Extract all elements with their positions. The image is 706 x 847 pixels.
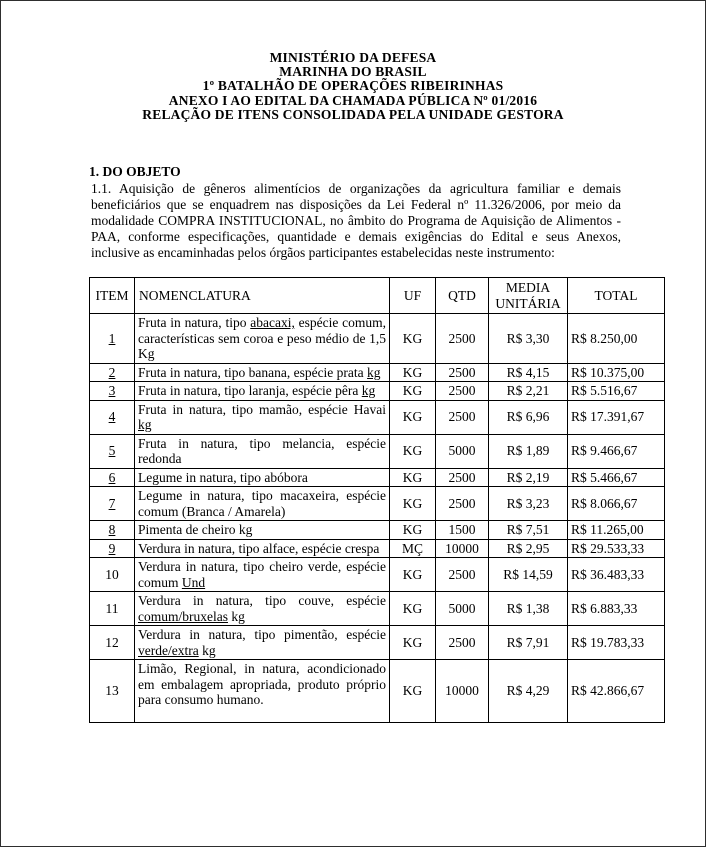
media-unitaria-cell: R$ 1,89 — [489, 434, 568, 468]
table-row — [90, 400, 665, 434]
total-cell: R$ 5.466,67 — [568, 468, 665, 487]
media-unitaria-cell: R$ 2,95 — [489, 539, 568, 558]
media-unitaria-cell: R$ 7,91 — [489, 626, 568, 660]
table-row — [90, 382, 665, 401]
column-header-total: TOTAL — [568, 278, 665, 314]
total-cell: R$ 17.391,67 — [568, 400, 665, 434]
table-row — [90, 592, 665, 626]
nomenclatura-cell: Fruta in natura, tipo banana, espécie prata kg — [135, 363, 390, 382]
media-unitaria-cell: R$ 4,29 — [489, 660, 568, 723]
column-header-qtd: QTD — [436, 278, 489, 314]
qtd-cell: 5000 — [436, 592, 489, 626]
total-cell: R$ 19.783,33 — [568, 626, 665, 660]
nomenclatura-cell: Verdura in natura, tipo alface, espécie crespa — [135, 539, 390, 558]
uf-cell: KG — [390, 487, 436, 521]
uf-cell: KG — [390, 314, 436, 364]
uf-cell: KG — [390, 592, 436, 626]
item-number-cell: 3 — [90, 382, 135, 401]
item-number-cell: 9 — [90, 539, 135, 558]
header-line-ministry: MINISTÉRIO DA DEFESA — [269, 50, 437, 65]
nomenclatura-cell: Verdura in natura, tipo cheiro verde, espécie comum Und — [135, 558, 390, 592]
qtd-cell: 1500 — [436, 521, 489, 540]
items-table-header — [90, 278, 665, 314]
uf-cell: KG — [390, 626, 436, 660]
table-row — [90, 363, 665, 382]
nomenclatura-cell: Verdura in natura, tipo pimentão, espécie verde/extra kg — [135, 626, 390, 660]
table-row — [90, 660, 665, 723]
item-number-cell: 8 — [90, 521, 135, 540]
item-number-cell: 12 — [90, 626, 135, 660]
item-number-cell: 10 — [90, 558, 135, 592]
table-row — [90, 487, 665, 521]
object-paragraph: 1.1. Aquisição de gêneros alimentícios de organizações da agricultura familiar e demais beneficiários que se enquadrem nas disposições da Lei Federal nº 11.326/2006, por meio da modalidade COMPRA INSTITUCIONAL, no âmbito do Programa de Aquisição de Alimentos - PAA, conforme especificações, quantidade e demais exigências do Edital e seus Anexos, inclusive as encaminhadas pelos órgãos participantes estabelecidas neste instrumento: — [91, 181, 621, 261]
qtd-cell: 2500 — [436, 382, 489, 401]
qtd-cell: 2500 — [436, 400, 489, 434]
item-number-cell: 7 — [90, 487, 135, 521]
nomenclatura-cell: Legume in natura, tipo macaxeira, espécie comum (Branca / Amarela) — [135, 487, 390, 521]
uf-cell: KG — [390, 382, 436, 401]
header-line-relation: RELAÇÃO DE ITENS CONSOLIDADA PELA UNIDADE GESTORA — [142, 106, 564, 122]
media-unitaria-cell: R$ 2,19 — [489, 468, 568, 487]
section-title: 1. DO OBJETO — [89, 164, 181, 180]
uf-cell: KG — [390, 434, 436, 468]
header-row — [90, 278, 665, 314]
total-cell: R$ 8.250,00 — [568, 314, 665, 364]
total-cell: R$ 29.533,33 — [568, 539, 665, 558]
media-unitaria-cell: R$ 14,59 — [489, 558, 568, 592]
header-line-battalion: 1º BATALHÃO DE OPERAÇÕES RIBEIRINHAS — [202, 78, 504, 94]
media-unitaria-cell: R$ 1,38 — [489, 592, 568, 626]
table-row — [90, 539, 665, 558]
nomenclatura-cell: Fruta in natura, tipo mamão, espécie Havai kg — [135, 400, 390, 434]
total-cell: R$ 5.516,67 — [568, 382, 665, 401]
total-cell: R$ 36.483,33 — [568, 558, 665, 592]
qtd-cell: 10000 — [436, 660, 489, 723]
total-cell: R$ 6.883,33 — [568, 592, 665, 626]
qtd-cell: 2500 — [436, 314, 489, 364]
uf-cell: KG — [390, 521, 436, 540]
table-row — [90, 521, 665, 540]
media-unitaria-cell: R$ 4,15 — [489, 363, 568, 382]
qtd-cell: 2500 — [436, 626, 489, 660]
document-body — [89, 164, 666, 723]
nomenclatura-cell: Fruta in natura, tipo melancia, espécie redonda — [135, 434, 390, 468]
total-cell: R$ 8.066,67 — [568, 487, 665, 521]
total-cell: R$ 11.265,00 — [568, 521, 665, 540]
uf-cell: KG — [390, 363, 436, 382]
uf-cell: KG — [390, 400, 436, 434]
table-row — [90, 558, 665, 592]
nomenclatura-cell: Limão, Regional, in natura, acondicionado em embalagem apropriada, produto próprio para consumo humano. — [135, 660, 390, 723]
nomenclatura-cell: Pimenta de cheiro kg — [135, 521, 390, 540]
uf-cell: KG — [390, 660, 436, 723]
column-header-nomenclatura: NOMENCLATURA — [135, 278, 390, 314]
nomenclatura-cell: Verdura in natura, tipo couve, espécie comum/bruxelas kg — [135, 592, 390, 626]
item-number-cell: 1 — [90, 314, 135, 364]
items-table-body — [90, 314, 665, 723]
uf-cell: KG — [390, 468, 436, 487]
item-number-cell: 5 — [90, 434, 135, 468]
uf-cell: MÇ — [390, 539, 436, 558]
items-table — [89, 277, 665, 723]
column-header-uf: UF — [390, 278, 436, 314]
qtd-cell: 2500 — [436, 363, 489, 382]
table-row — [90, 434, 665, 468]
total-cell: R$ 10.375,00 — [568, 363, 665, 382]
qtd-cell: 5000 — [436, 434, 489, 468]
media-unitaria-cell: R$ 3,23 — [489, 487, 568, 521]
column-header-media-unitaria: MEDIA UNITÁRIA — [489, 278, 568, 314]
table-row — [90, 468, 665, 487]
header-line-navy: MARINHA DO BRASIL — [279, 64, 427, 80]
total-cell: R$ 42.866,67 — [568, 660, 665, 723]
table-row — [90, 626, 665, 660]
item-number-cell: 4 — [90, 400, 135, 434]
header-line-annex: ANEXO I AO EDITAL DA CHAMADA PÚBLICA Nº 01/2016 — [168, 92, 538, 108]
nomenclatura-cell: Legume in natura, tipo abóbora — [135, 468, 390, 487]
item-number-cell: 2 — [90, 363, 135, 382]
total-cell: R$ 9.466,67 — [568, 434, 665, 468]
item-number-cell: 11 — [90, 592, 135, 626]
nomenclatura-cell: Fruta in natura, tipo abacaxi, espécie comum, características sem coroa e peso médio de 1,5 Kg — [135, 314, 390, 364]
qtd-cell: 2500 — [436, 558, 489, 592]
qtd-cell: 10000 — [436, 539, 489, 558]
uf-cell: KG — [390, 558, 436, 592]
document-header — [1, 51, 705, 122]
qtd-cell: 2500 — [436, 487, 489, 521]
item-number-cell: 13 — [90, 660, 135, 723]
column-header-item: ITEM — [90, 278, 135, 314]
nomenclatura-cell: Fruta in natura, tipo laranja, espécie pêra kg — [135, 382, 390, 401]
table-row — [90, 314, 665, 364]
media-unitaria-cell: R$ 2,21 — [489, 382, 568, 401]
media-unitaria-cell: R$ 6,96 — [489, 400, 568, 434]
qtd-cell: 2500 — [436, 468, 489, 487]
media-unitaria-cell: R$ 3,30 — [489, 314, 568, 364]
item-number-cell: 6 — [90, 468, 135, 487]
media-unitaria-cell: R$ 7,51 — [489, 521, 568, 540]
